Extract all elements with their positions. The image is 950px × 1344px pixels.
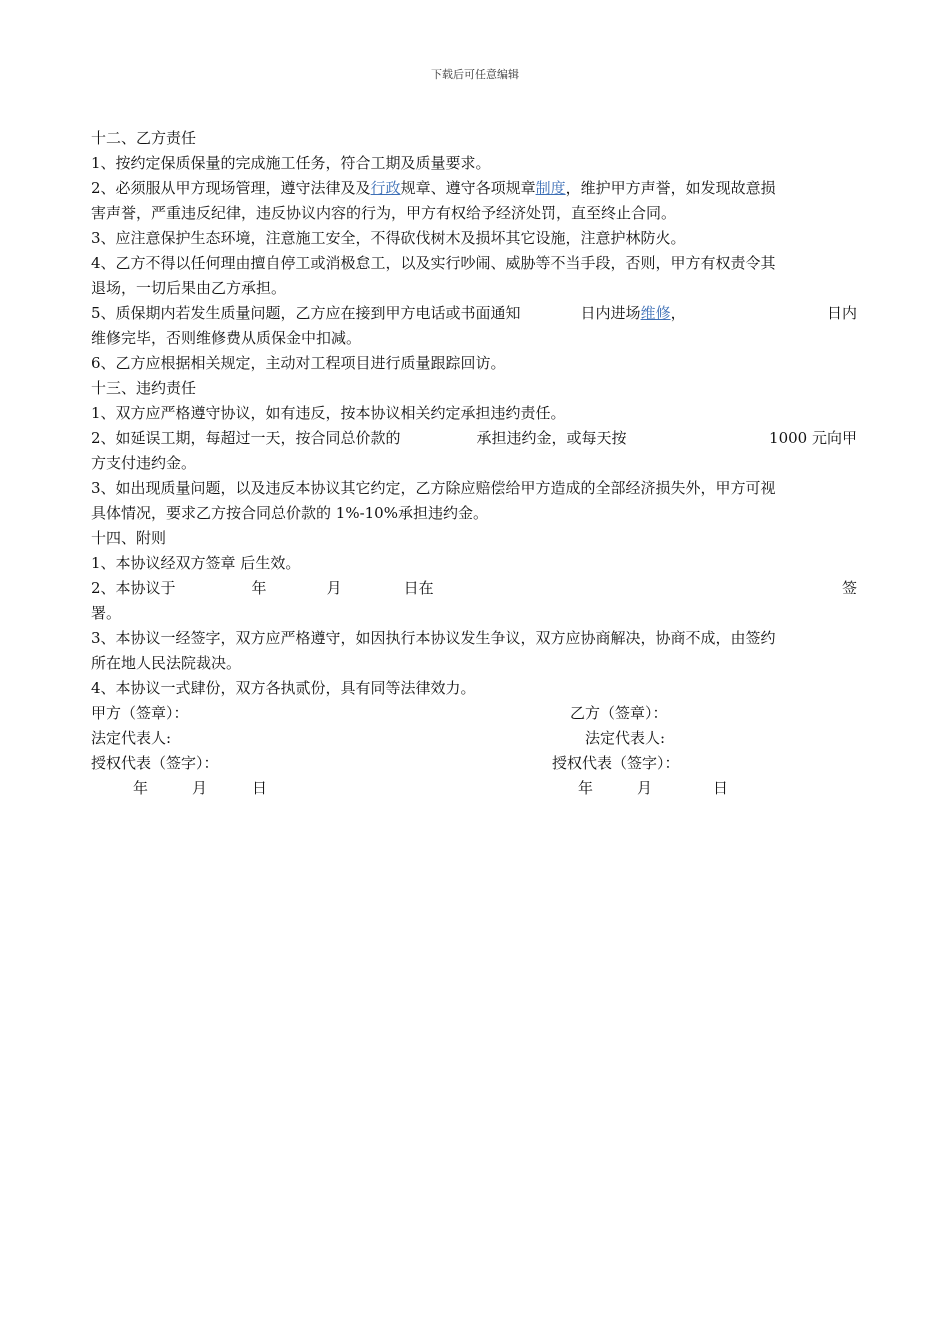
section-12-title: 十二、乙方责任 (91, 129, 197, 147)
s12-item-5-text-b: 日内进场 (580, 304, 641, 322)
page-header: 下载后可任意编辑 (431, 68, 519, 81)
s13-item-2-text-a: 2、如延误工期，每超过一天，按合同总价款的 (91, 429, 401, 447)
party-b-date-month: 月 (637, 779, 653, 797)
party-b-date-day: 日 (713, 779, 729, 797)
s12-item-2-text-c: ，维护甲方声誉，如发现故意损 (565, 179, 776, 197)
section-13-title: 十三、违约责任 (91, 379, 197, 397)
s14-item-1: 1、本协议经双方签章 后生效。 (91, 554, 301, 572)
s12-item-5-line-2: 维修完毕，否则维修费从质保金中扣减。 (91, 329, 362, 347)
party-a-seal-label: 甲方（签章）： (91, 704, 189, 722)
party-a-legal-rep-label: 法定代表人: (91, 729, 172, 747)
s14-item-2-month: 月 (326, 579, 342, 597)
s14-item-4: 4、本协议一式肆份，双方各执贰份，具有同等法律效力。 (91, 679, 476, 697)
s12-item-3: 3、应注意保护生态环境，注意施工安全，不得砍伐树木及损坏其它设施，注意护林防火。 (91, 229, 686, 247)
s13-item-2-line-2: 方支付违约金。 (91, 454, 197, 472)
party-b-seal-label: 乙方（签章）： (570, 704, 668, 722)
s12-item-2-line-2: 害声誉，严重违反纪律，违反协议内容的行为，甲方有权给予经济处罚，直至终止合同。 (91, 204, 677, 222)
s13-item-3-line-2: 具体情况，要求乙方按合同总价款的 1%-10%承担违约金。 (91, 504, 488, 522)
s13-item-2-text-c: 1000 元向甲 (769, 429, 857, 447)
signature-row-legal (91, 726, 857, 751)
s13-item-2-text-b: 承担违约金，或每天按 (476, 429, 627, 447)
s12-item-1: 1、按约定保质保量的完成施工任务，符合工期及质量要求。 (91, 154, 491, 172)
party-a-date-year: 年 (133, 779, 149, 797)
s14-item-2-text-a: 2、本协议于 (91, 579, 176, 597)
s13-item-1: 1、双方应严格遵守协议，如有违反，按本协议相关约定承担违约责任。 (91, 404, 566, 422)
party-a-date-month: 月 (192, 779, 208, 797)
party-b-legal-rep-label: 法定代表人: (585, 729, 666, 747)
signature-row-auth (91, 751, 857, 776)
s13-item-2-line-1 (91, 426, 857, 451)
link-administrative[interactable]: 行政 (370, 179, 401, 197)
s12-item-5-text-c: ， (670, 304, 686, 322)
s12-item-5-line-1 (91, 301, 857, 326)
s12-item-5-text-a: 5、质保期内若发生质量问题，乙方应在接到甲方电话或书面通知 (91, 304, 521, 322)
s14-item-3-line-1: 3、本协议一经签字，双方应严格遵守，如因执行本协议发生争议，双方应协商解决，协商不成，由签约 (91, 629, 776, 647)
s12-item-4-line-1: 4、乙方不得以任何理由擅自停工或消极怠工，以及实行吵闹、威胁等不当手段，否则，甲方有权责令其 (91, 254, 776, 272)
s12-item-2-text-b: 规章、遵守各项规章 (400, 179, 536, 197)
s14-item-2-day: 日在 (403, 579, 434, 597)
s14-item-2-sign: 签 (841, 579, 857, 597)
contract-body (91, 126, 857, 801)
s12-item-6: 6、乙方应根据相关规定，主动对工程项目进行质量跟踪回访。 (91, 354, 506, 372)
s13-item-3-line-1: 3、如出现质量问题，以及违反本协议其它约定，乙方除应赔偿给甲方造成的全部经济损失外，甲方可视 (91, 479, 776, 497)
party-a-auth-rep-label: 授权代表（签字）： (91, 754, 219, 772)
s14-item-2-line-1 (91, 576, 857, 601)
s12-item-2-text-a: 2、必须服从甲方现场管理，遵守法律及及 (91, 179, 371, 197)
section-14-title: 十四、附则 (91, 529, 167, 547)
signature-row-party (91, 701, 857, 726)
s14-item-2-year: 年 (251, 579, 267, 597)
s12-item-5-text-d: 日内 (826, 304, 857, 322)
party-a-date-day: 日 (252, 779, 268, 797)
link-repair[interactable]: 维修 (640, 304, 671, 322)
s14-item-2-line-2: 署。 (91, 604, 122, 622)
signature-row-date (91, 776, 857, 801)
s12-item-4-line-2: 退场，一切后果由乙方承担。 (91, 279, 287, 297)
party-b-auth-rep-label: 授权代表（签字）： (552, 754, 680, 772)
s14-item-3-line-2: 所在地人民法院裁决。 (91, 654, 242, 672)
s12-item-2-line-1 (91, 176, 857, 201)
party-b-date-year: 年 (578, 779, 594, 797)
link-regulations[interactable]: 制度 (535, 179, 566, 197)
